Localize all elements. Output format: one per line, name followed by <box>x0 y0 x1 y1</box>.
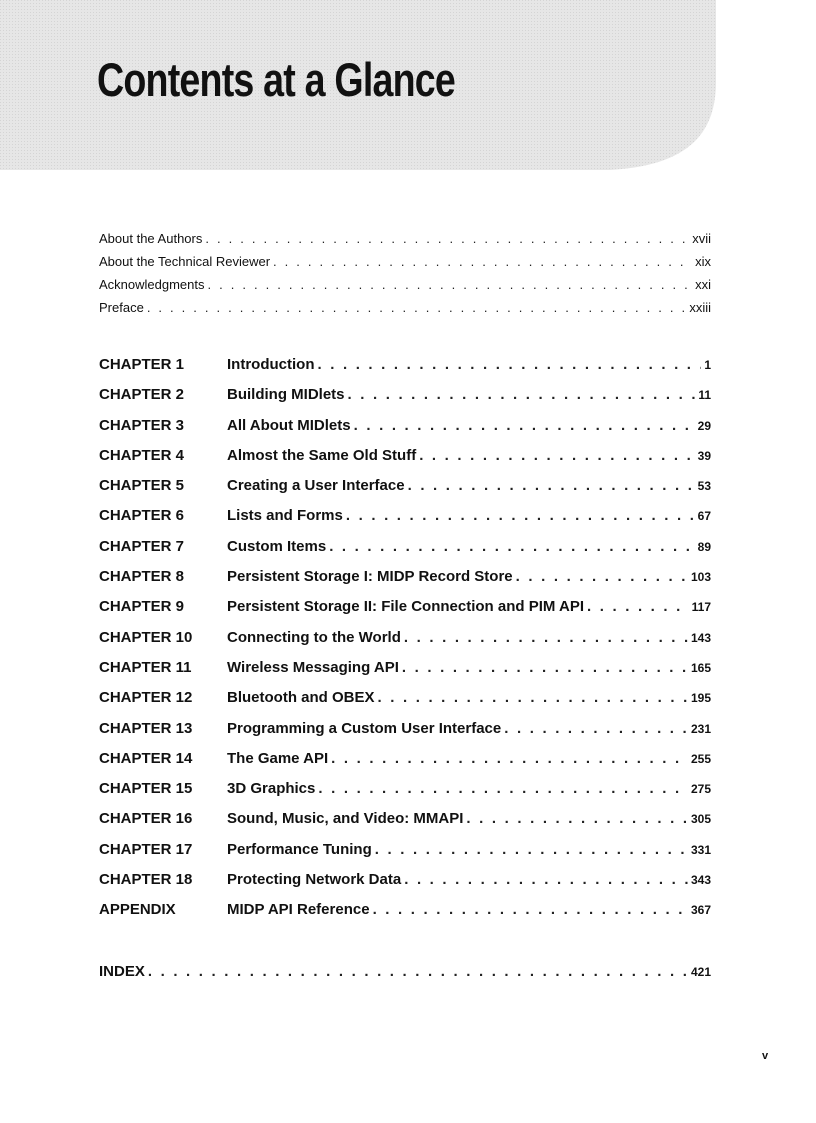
toc-entry-label: Acknowledgments <box>99 277 205 292</box>
chapter-page-number: 367 <box>690 903 711 918</box>
chapter-title: Almost the Same Old Stuff <box>227 446 417 464</box>
chapter-page-number: 67 <box>697 509 711 524</box>
front-matter-list <box>99 231 711 323</box>
toc-entry-chapter[interactable] <box>99 447 711 477</box>
chapter-number: CHAPTER 16 <box>99 810 193 828</box>
chapter-number: CHAPTER 11 <box>99 658 192 676</box>
toc-entry-chapter[interactable] <box>99 901 711 931</box>
chapter-page-number: 53 <box>697 479 711 494</box>
chapter-number: CHAPTER 1 <box>99 356 185 373</box>
dot-leader <box>378 689 688 706</box>
chapter-title: Persistent Storage II: File Connection and PIM API <box>227 598 584 616</box>
toc-entry-chapter[interactable] <box>99 386 711 416</box>
dot-leader <box>375 841 688 858</box>
dot-leader <box>466 810 688 827</box>
dot-leader <box>331 750 688 767</box>
chapter-title: Custom Items <box>227 537 327 555</box>
toc-entry-chapter[interactable] <box>99 750 711 780</box>
chapter-title: All About MIDlets <box>227 416 351 434</box>
chapter-page-number: 117 <box>691 600 711 615</box>
dot-leader <box>148 963 688 980</box>
chapter-number: CHAPTER 17 <box>99 840 193 858</box>
chapter-title: Introduction <box>227 356 315 373</box>
chapter-page-number: 29 <box>697 418 711 433</box>
chapter-number: CHAPTER 13 <box>99 719 193 737</box>
chapter-number: CHAPTER 9 <box>99 598 185 616</box>
chapter-title: Programming a Custom User Interface <box>227 719 502 737</box>
toc-entry-chapter[interactable] <box>99 507 711 537</box>
toc-entry-chapter[interactable] <box>99 417 711 447</box>
chapter-page-number: 11 <box>698 388 711 403</box>
chapter-title: Bluetooth and OBEX <box>227 689 375 707</box>
dot-leader <box>408 477 695 494</box>
toc-entry-front-matter[interactable] <box>99 300 711 323</box>
chapter-page-number: 1 <box>704 358 711 372</box>
chapter-page-number: 103 <box>690 570 711 585</box>
dot-leader <box>147 300 687 315</box>
chapter-title: Performance Tuning <box>227 840 372 858</box>
page-title: Contents at a Glance <box>97 53 455 106</box>
index-label: INDEX <box>99 963 145 980</box>
toc-page-number: xix <box>695 254 711 269</box>
chapter-page-number: 255 <box>690 751 711 766</box>
dot-leader <box>208 277 693 292</box>
chapter-title: MIDP API Reference <box>227 901 370 919</box>
toc-entry-chapter[interactable] <box>99 720 711 750</box>
dot-leader <box>404 871 688 888</box>
chapter-title: Persistent Storage I: MIDP Record Store <box>227 568 513 586</box>
dot-leader <box>318 780 688 797</box>
toc-entry-front-matter[interactable] <box>99 231 711 254</box>
chapter-number: CHAPTER 15 <box>99 780 193 798</box>
dot-leader <box>402 659 688 676</box>
chapter-page-number: 331 <box>690 842 711 857</box>
toc-page-number: xxiii <box>689 300 711 315</box>
chapter-number: CHAPTER 10 <box>99 628 193 646</box>
chapter-title: The Game API <box>227 749 329 767</box>
chapter-title: Wireless Messaging API <box>227 658 399 676</box>
toc-page-number: xvii <box>692 231 711 246</box>
chapter-list <box>99 356 711 932</box>
chapter-page-number: 231 <box>690 721 711 736</box>
chapter-page-number: 89 <box>697 539 711 554</box>
dot-leader <box>346 507 695 524</box>
dot-leader <box>516 568 688 585</box>
toc-entry-chapter[interactable] <box>99 780 711 810</box>
chapter-number: CHAPTER 4 <box>99 446 185 464</box>
toc-entry-chapter[interactable] <box>99 598 711 628</box>
toc-entry-chapter[interactable] <box>99 810 711 840</box>
dot-leader <box>404 629 688 646</box>
toc-page-number: xxi <box>695 277 711 292</box>
chapter-title: Protecting Network Data <box>227 871 402 889</box>
chapter-number: CHAPTER 6 <box>99 507 185 525</box>
toc-entry-label: Preface <box>99 300 144 315</box>
toc-entry-label: About the Technical Reviewer <box>99 254 271 269</box>
dot-leader <box>205 231 689 246</box>
toc-entry-chapter[interactable] <box>99 538 711 568</box>
dot-leader <box>273 254 692 269</box>
dot-leader <box>354 417 695 434</box>
dot-leader <box>317 356 701 373</box>
toc-entry-chapter[interactable] <box>99 659 711 689</box>
toc-entry-chapter[interactable] <box>99 568 711 598</box>
chapter-number: CHAPTER 12 <box>99 689 193 707</box>
chapter-page-number: 305 <box>690 812 711 827</box>
chapter-title: Connecting to the World <box>227 628 401 646</box>
chapter-page-number: 165 <box>690 660 711 675</box>
toc-entry-front-matter[interactable] <box>99 254 711 277</box>
chapter-page-number: 195 <box>690 691 711 706</box>
chapter-page-number: 39 <box>697 448 711 463</box>
chapter-number: CHAPTER 2 <box>99 386 185 404</box>
dot-leader <box>329 538 694 555</box>
chapter-title: 3D Graphics <box>227 780 316 798</box>
chapter-number: CHAPTER 14 <box>99 749 193 767</box>
toc-entry-chapter[interactable] <box>99 629 711 659</box>
chapter-number: CHAPTER 7 <box>99 537 185 555</box>
dot-leader <box>504 720 688 737</box>
index-page-number: 421 <box>690 965 711 979</box>
chapter-number: CHAPTER 5 <box>99 477 185 495</box>
toc-entry-chapter[interactable] <box>99 477 711 507</box>
chapter-number: CHAPTER 18 <box>99 871 193 889</box>
toc-entry-chapter[interactable] <box>99 841 711 871</box>
chapter-number: CHAPTER 8 <box>99 568 185 586</box>
toc-entry-label: About the Authors <box>99 231 203 246</box>
dot-leader <box>419 447 694 464</box>
toc-entry-index[interactable] <box>99 963 711 987</box>
chapter-title: Lists and Forms <box>227 507 343 525</box>
chapter-page-number: 143 <box>690 630 711 645</box>
index-entry-list <box>99 963 711 987</box>
chapter-title: Creating a User Interface <box>227 477 405 495</box>
dot-leader <box>587 598 689 615</box>
chapter-title: Sound, Music, and Video: MMAPI <box>227 810 464 828</box>
dot-leader <box>348 386 696 403</box>
toc-entry-chapter[interactable] <box>99 356 711 386</box>
chapter-number: APPENDIX <box>99 901 176 919</box>
chapter-number: CHAPTER 3 <box>99 416 185 434</box>
toc-entry-front-matter[interactable] <box>99 277 711 300</box>
dot-leader <box>373 901 688 918</box>
toc-entry-chapter[interactable] <box>99 689 711 719</box>
chapter-title: Building MIDlets <box>227 386 345 404</box>
toc-entry-chapter[interactable] <box>99 871 711 901</box>
chapter-page-number: 275 <box>690 782 711 797</box>
chapter-page-number: 343 <box>690 873 711 888</box>
page-folio: v <box>762 1050 769 1062</box>
